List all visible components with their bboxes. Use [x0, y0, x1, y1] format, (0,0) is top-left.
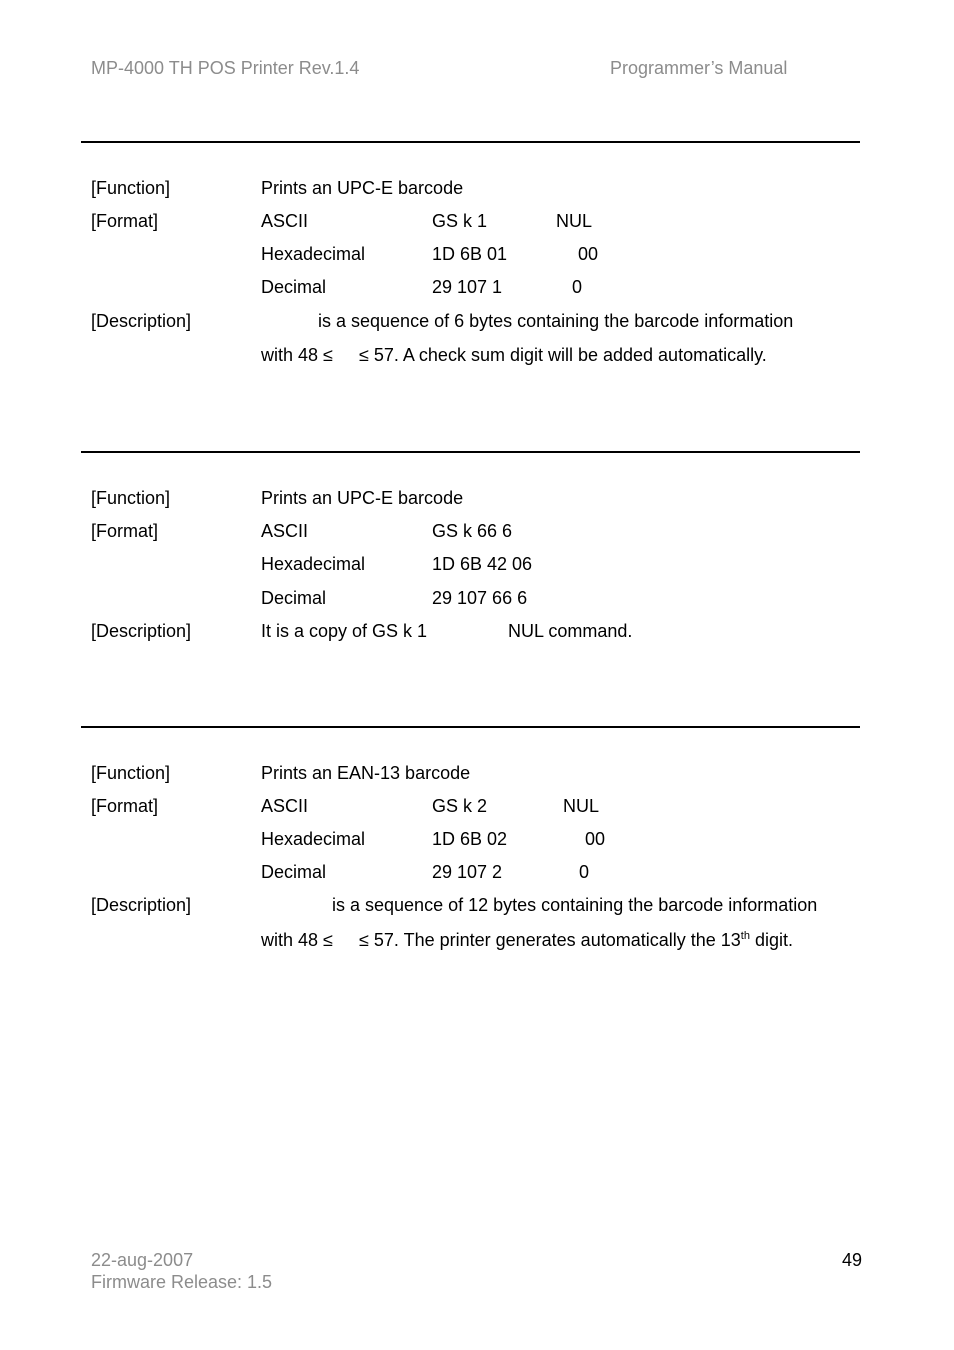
function-text: Prints an EAN-13 barcode [261, 763, 471, 783]
page-number: 49 [842, 1250, 863, 1270]
footer-date: 22-aug-2007 [91, 1250, 194, 1270]
format-row-value: GS k 66 6 [432, 521, 513, 541]
section-divider [81, 451, 860, 453]
format-row-name: Hexadecimal [261, 829, 366, 849]
format-row-tail: 00 [585, 829, 606, 849]
format-row-name: Hexadecimal [261, 554, 366, 574]
format-row-tail: 00 [578, 244, 599, 264]
description-label: [Description] [91, 311, 192, 331]
format-row-name: Decimal [261, 862, 327, 882]
format-row-value: 29 107 1 [432, 277, 503, 297]
description-line-2b: ≤ 57. The printer generates automatically the 13 [359, 930, 741, 950]
ordinal-superscript: th [740, 930, 750, 942]
description-label: [Description] [91, 621, 192, 641]
description-text-b: NUL command. [508, 621, 633, 641]
description-line-2b: ≤ 57. A check sum digit will be added automatically. [359, 345, 767, 365]
format-row-tail: NUL [563, 796, 600, 816]
format-label: [Format] [91, 521, 159, 541]
format-row-name: Decimal [261, 588, 327, 608]
format-row-value: GS k 1 [432, 211, 488, 231]
function-text: Prints an UPC-E barcode [261, 488, 464, 508]
format-row-name: ASCII [261, 521, 309, 541]
format-row-value: GS k 2 [432, 796, 488, 816]
function-label: [Function] [91, 178, 171, 198]
format-row-name: ASCII [261, 211, 309, 231]
format-row-value: 29 107 66 6 [432, 588, 528, 608]
section-divider [81, 726, 860, 728]
function-label: [Function] [91, 763, 171, 783]
function-label: [Function] [91, 488, 171, 508]
format-row-name: ASCII [261, 796, 309, 816]
description-line-1: is a sequence of 6 bytes containing the barcode information [318, 311, 794, 331]
section-divider [81, 141, 860, 143]
format-row-value: 1D 6B 02 [432, 829, 508, 849]
description-line-2a: with 48 ≤ [261, 345, 333, 365]
description-line-2a: with 48 ≤ [261, 930, 333, 950]
function-text: Prints an UPC-E barcode [261, 178, 464, 198]
footer-firmware: Firmware Release: 1.5 [91, 1272, 273, 1292]
format-row-tail: 0 [579, 862, 590, 882]
format-row-value: 29 107 2 [432, 862, 503, 882]
header-title: MP-4000 TH POS Printer Rev.1.4 [91, 58, 360, 78]
format-row-tail: NUL [556, 211, 593, 231]
description-line-2b-wrapper [359, 931, 793, 949]
format-row-name: Decimal [261, 277, 327, 297]
header-manual: Programmer’s Manual [610, 58, 788, 78]
format-label: [Format] [91, 796, 159, 816]
format-row-value: 1D 6B 01 [432, 244, 508, 264]
description-line-2c: digit. [749, 930, 793, 950]
description-text-a: It is a copy of GS k 1 [261, 621, 428, 641]
format-row-tail: 0 [572, 277, 583, 297]
description-label: [Description] [91, 895, 192, 915]
format-row-name: Hexadecimal [261, 244, 366, 264]
format-row-value: 1D 6B 42 06 [432, 554, 533, 574]
format-label: [Format] [91, 211, 159, 231]
description-line-1: is a sequence of 12 bytes containing the barcode information [332, 895, 818, 915]
